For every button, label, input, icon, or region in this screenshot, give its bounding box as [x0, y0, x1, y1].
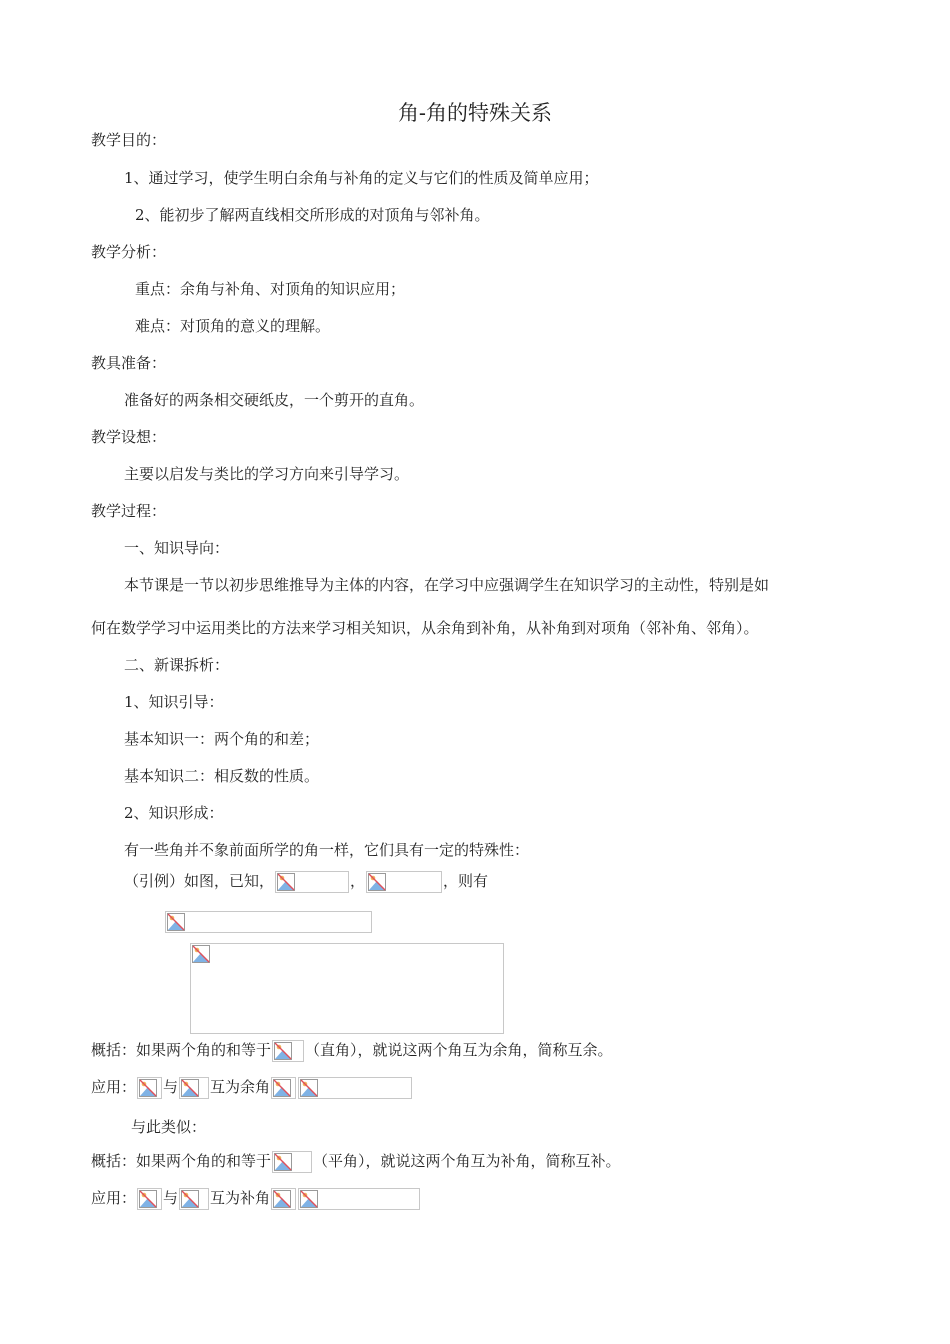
objective-2: 2、能初步了解两直线相交所形成的对顶角与邻补角。	[135, 206, 490, 224]
broken-image-icon	[368, 873, 386, 891]
formula-image	[165, 911, 372, 933]
application-complementary	[91, 1077, 413, 1099]
idea-heading: 教学设想：	[91, 428, 167, 446]
tools-heading: 教具准备：	[91, 354, 167, 372]
analysis-heading: 教学分析：	[91, 243, 167, 261]
formula-image	[275, 871, 349, 893]
similar-note: 与此类似：	[131, 1118, 207, 1136]
apply-and: 与	[163, 1078, 179, 1096]
broken-image-icon	[273, 1079, 291, 1097]
broken-image-icon	[181, 1079, 199, 1097]
broken-image-icon	[192, 945, 210, 963]
formula-image	[137, 1188, 162, 1210]
objective-heading: 教学目的：	[91, 131, 167, 149]
formula-image	[272, 1151, 312, 1173]
figure-image	[190, 943, 504, 1034]
process-heading: 教学过程：	[91, 502, 167, 520]
broken-image-icon	[274, 1042, 292, 1060]
part1-line1: 本节课是一节以初步思维推导为主体的内容，在学习中应强调学生在知识学习的主动性，特别是如	[124, 576, 770, 594]
example-comma: ，	[350, 872, 366, 890]
example-text-a: （引例）如图，已知，	[124, 872, 275, 890]
formula-image	[298, 1077, 412, 1099]
apply-text: 互为补角	[210, 1189, 271, 1207]
form-heading: 2、知识形成：	[124, 804, 224, 822]
formula-image	[179, 1077, 209, 1099]
summary-text-b: （平角），就说这两个角互为补角，简称互补。	[313, 1152, 621, 1170]
formula-image	[366, 871, 442, 893]
summary-text-b: （直角），就说这两个角互为余角，简称互余。	[305, 1041, 613, 1059]
guide-heading: 1、知识引导：	[124, 693, 224, 711]
broken-image-icon	[139, 1079, 157, 1097]
apply-label: 应用：	[91, 1078, 137, 1096]
formula-image	[137, 1077, 162, 1099]
broken-image-icon	[181, 1190, 199, 1208]
broken-image-icon	[167, 913, 185, 931]
example-text-b: ，则有	[443, 872, 489, 890]
part1-heading: 一、知识导向：	[124, 539, 230, 557]
idea-text: 主要以启发与类比的学习方向来引导学习。	[124, 465, 410, 483]
tools-text: 准备好的两条相交硬纸皮，一个剪开的直角。	[124, 391, 425, 409]
page-title: 角-角的特殊关系	[397, 101, 553, 125]
part2-heading: 二、新课拆析：	[124, 656, 230, 674]
summary-text-a: 概括：如果两个角的和等于	[91, 1041, 272, 1059]
summary-supplementary	[91, 1151, 621, 1173]
summary-complementary	[91, 1040, 613, 1062]
part1-line2: 何在数学学习中运用类比的方法来学习相关知识，从余角到补角，从补角到对项角（邻补角、邻角）。	[91, 619, 759, 637]
apply-label: 应用：	[91, 1189, 137, 1207]
broken-image-icon	[300, 1079, 318, 1097]
basic-knowledge-1: 基本知识一：两个角的和差；	[124, 730, 320, 748]
example-line	[124, 871, 488, 893]
difficulty: 难点：对顶角的意义的理解。	[135, 317, 331, 335]
objective-1: 1、通过学习，使学生明白余角与补角的定义与它们的性质及简单应用；	[124, 169, 599, 187]
summary-text-a: 概括：如果两个角的和等于	[91, 1152, 272, 1170]
basic-knowledge-2: 基本知识二：相反数的性质。	[124, 767, 320, 785]
application-supplementary	[91, 1188, 421, 1210]
formula-image	[298, 1188, 420, 1210]
broken-image-icon	[139, 1190, 157, 1208]
key-point: 重点：余角与补角、对顶角的知识应用；	[135, 280, 406, 298]
broken-image-icon	[274, 1153, 292, 1171]
broken-image-icon	[277, 873, 295, 891]
apply-and: 与	[163, 1189, 179, 1207]
formula-image	[271, 1188, 296, 1210]
broken-image-icon	[273, 1190, 291, 1208]
formula-image	[271, 1077, 296, 1099]
apply-text: 互为余角	[210, 1078, 271, 1096]
broken-image-icon	[300, 1190, 318, 1208]
formula-image	[179, 1188, 209, 1210]
form-intro: 有一些角并不象前面所学的角一样，它们具有一定的特殊性：	[124, 841, 530, 859]
formula-image	[272, 1040, 304, 1062]
